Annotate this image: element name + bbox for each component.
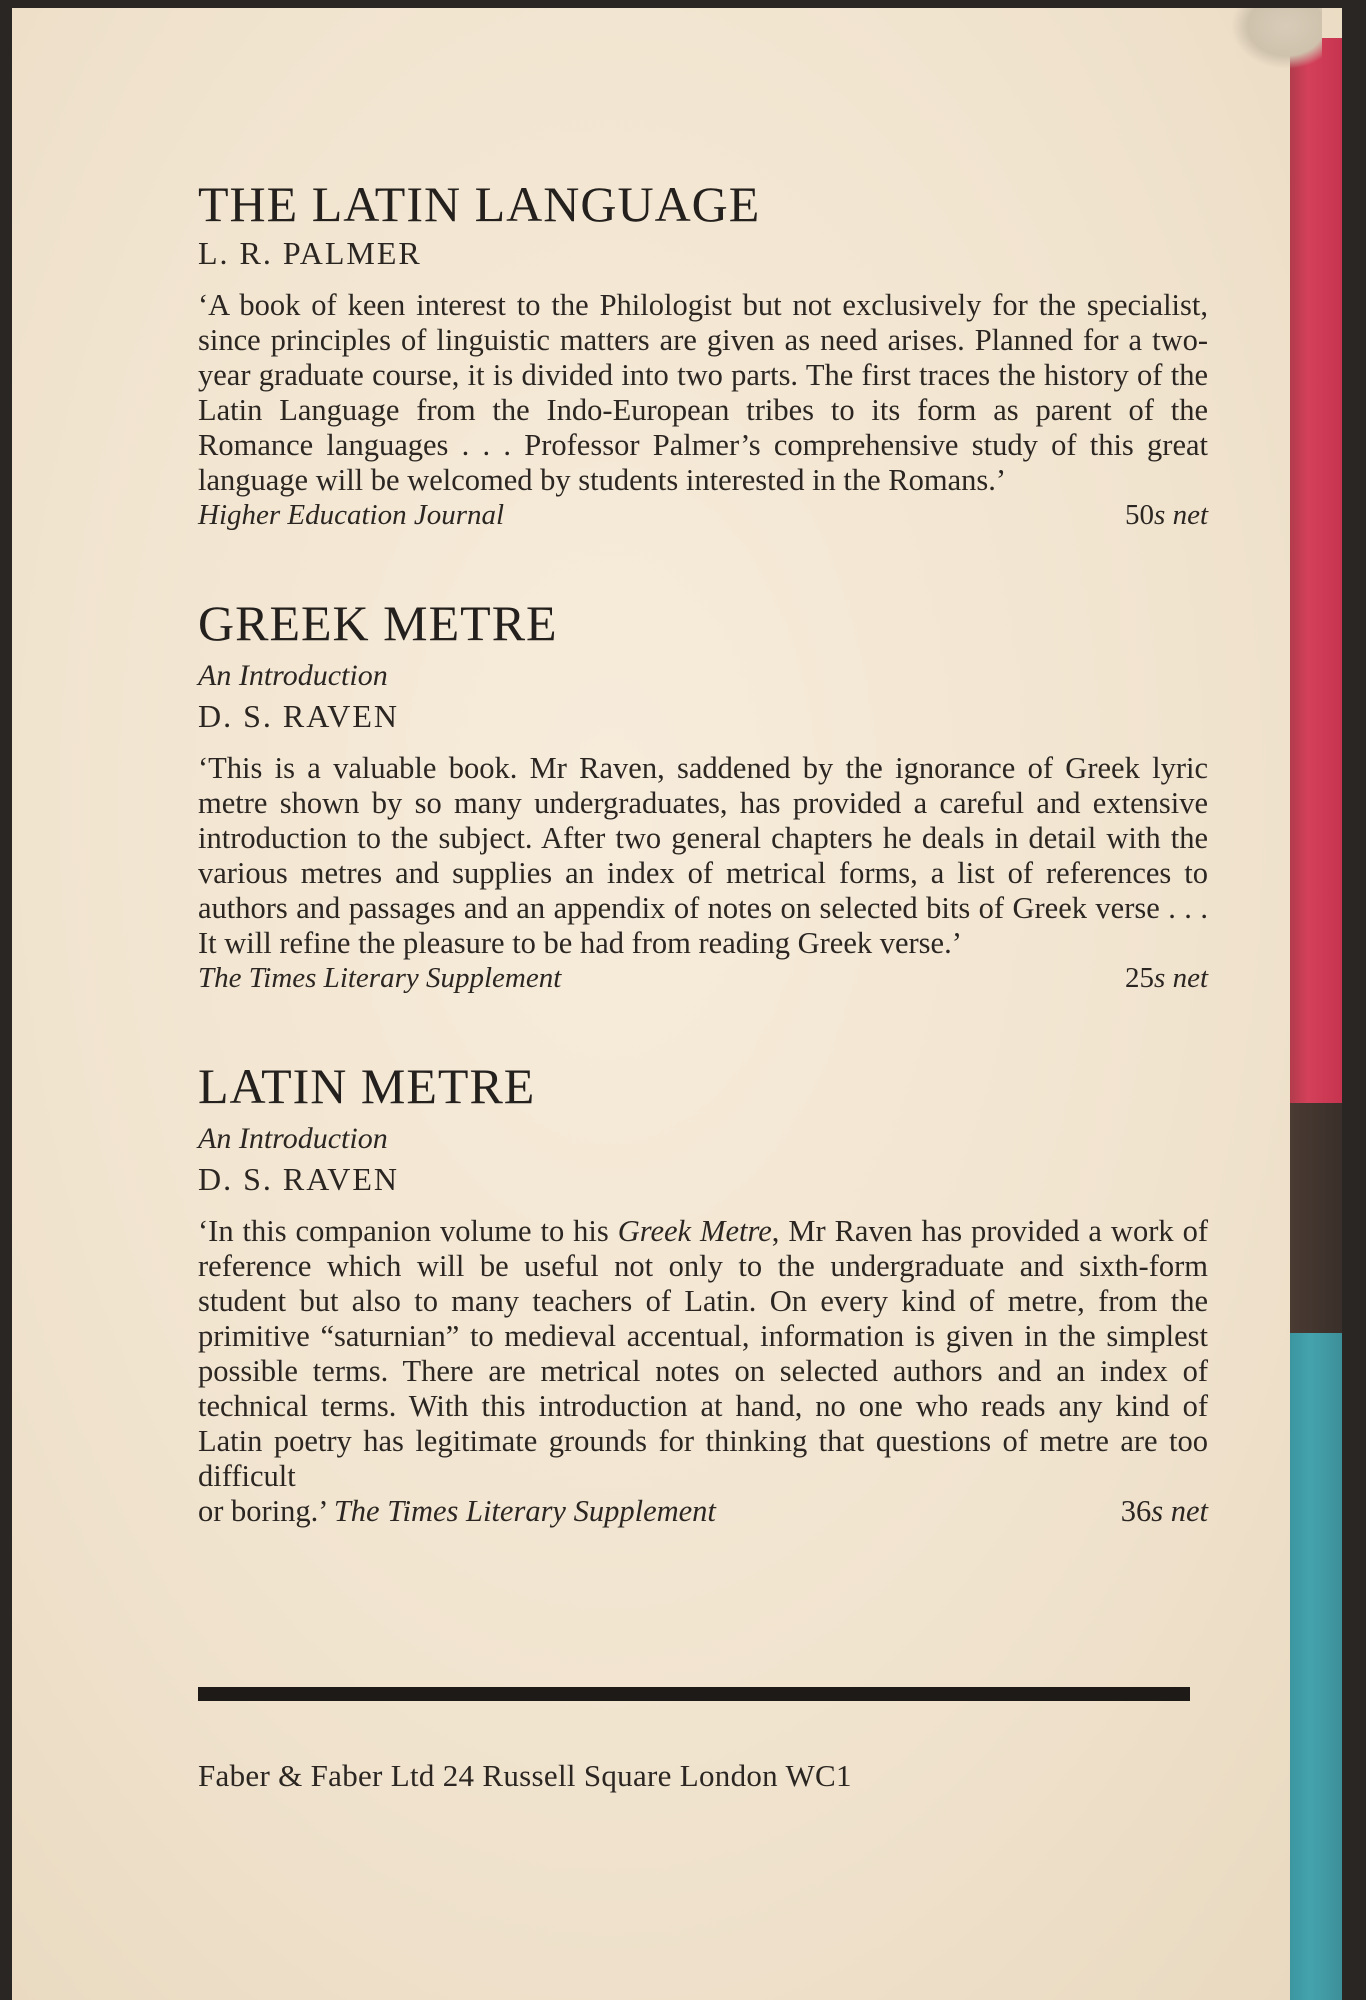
book-price <box>1121 1494 1208 1529</box>
review-title-ref: Greek Metre <box>617 1214 772 1248</box>
review-source: The Times Literary Supplement <box>333 1494 716 1528</box>
price-amount: 25 <box>1125 962 1155 994</box>
citation-row <box>198 961 1208 996</box>
divider-rule <box>198 1687 1190 1701</box>
book-author: D. S. RAVEN <box>198 1161 399 1197</box>
spine-red-band <box>1290 38 1342 1103</box>
book-subtitle: An Introduction <box>198 1122 388 1155</box>
citation-row <box>198 498 1208 533</box>
spine-teal-band <box>1290 1333 1342 2000</box>
price-unit: s net <box>1154 499 1208 531</box>
book-entry-greek-metre <box>198 595 1208 996</box>
book-entry-latin-language <box>198 176 1208 533</box>
review-text-start: ‘In this companion volume to his <box>198 1214 618 1248</box>
citation-row <box>198 1494 1208 1529</box>
publisher-address: Faber & Faber Ltd 24 Russell Square London WC1 <box>198 1758 852 1793</box>
book-price <box>1125 498 1208 533</box>
book-review: ‘A book of keen interest to the Philologist but not exclusively for the specialist, since principles of linguistic matters are given as need arises. Planned for a two-year graduate course, it is divided into two parts. The first traces the history of the Latin Language from the Indo-European tribes to its form as parent of the Romance languages . . . Professor Palmer’s comprehensive study of this great language will be welcomed by students interested in the Romans.’ <box>198 288 1208 497</box>
review-source: The Times Literary Supplement <box>198 962 562 994</box>
price-unit: s net <box>1154 962 1208 994</box>
book-review: ‘This is a valuable book. Mr Raven, saddened by the ignorance of Greek lyric metre shown by so many undergraduates, has provided a careful and extensive introduction to the subject. After two general chapters he deals in detail with the various metres and supplies an index of metrical forms, a list of references to authors and passages and an appendix of notes on selected bits of Greek verse . . . It will refine the pleasure to be had from reading Greek verse.’ <box>198 751 1208 960</box>
price-amount: 36 <box>1120 1494 1152 1528</box>
book-title: GREEK METRE <box>198 595 558 651</box>
price-unit: s net <box>1151 1494 1208 1528</box>
book-subtitle: An Introduction <box>198 659 388 692</box>
review-last-line <box>198 1494 716 1529</box>
corner-wear <box>1232 8 1322 68</box>
book-author: D. S. RAVEN <box>198 698 399 734</box>
spine-dark-band <box>1290 1103 1342 1333</box>
book-price <box>1125 961 1208 996</box>
book-title: LATIN METRE <box>198 1058 536 1114</box>
book-title: THE LATIN LANGUAGE <box>198 176 761 232</box>
review-text-rest: , Mr Raven has provided a work of reference which will be useful not only to the undergraduate and sixth-form student but also to many teachers of Latin. On every kind of metre, from the primitive “saturnian” to medieval accentual, information is given in the simplest possible terms. There are metrical notes on selected authors and an index of technical terms. With this introduction at hand, no one who reads any kind of Latin poetry has legitimate grounds for thinking that questions of metre are too difficult <box>198 1214 1208 1493</box>
book-entry-latin-metre <box>198 1058 1208 1529</box>
book-author: L. R. PALMER <box>198 235 422 271</box>
book-review <box>198 1214 1208 1494</box>
review-source: Higher Education Journal <box>198 499 505 531</box>
book-list <box>198 176 1208 1529</box>
price-amount: 50 <box>1125 499 1155 531</box>
review-text-end: or boring.’ <box>198 1494 327 1528</box>
